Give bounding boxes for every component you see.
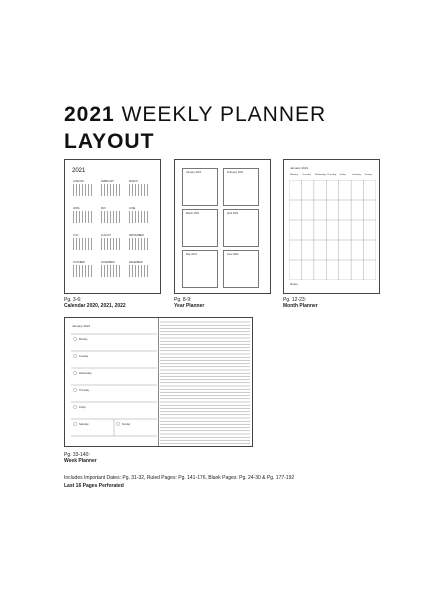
calendar-month-april xyxy=(73,207,94,223)
calendar-month-name: MAY xyxy=(101,207,107,210)
week-day-label: Tuesday xyxy=(79,355,89,358)
calendar-month-name: OCTOBER xyxy=(73,261,85,264)
calendar-month-days xyxy=(129,265,150,277)
calendar-month-name: DECEMBER xyxy=(129,261,143,264)
week-day-circle xyxy=(116,422,119,425)
week-day-circle xyxy=(73,422,76,425)
calendar-month-days xyxy=(129,238,150,250)
week-day-label: Wednesday xyxy=(79,372,92,375)
month-planner-weekday: Sunday xyxy=(364,174,372,176)
month-planner-weekday: Thursday xyxy=(327,174,337,176)
calendar-month-name: APRIL xyxy=(73,207,80,210)
calendar-month-name: MARCH xyxy=(129,180,138,183)
calendar-month-february xyxy=(101,180,122,196)
title-text: WEEKLY PLANNER xyxy=(121,103,327,126)
month-planner-caption-name: Month Planner xyxy=(283,303,318,309)
year-planner-caption-name: Year Planner xyxy=(174,303,205,309)
calendar-month-may xyxy=(101,207,122,223)
calendar-month-days xyxy=(101,265,122,277)
calendar-month-september xyxy=(129,234,150,250)
year-planner-month-box xyxy=(223,209,259,247)
week-day-label: Thursday xyxy=(79,389,89,392)
calendar-month-name: JULY xyxy=(73,234,79,237)
year-planner-month-box xyxy=(182,168,218,206)
page-title xyxy=(64,103,326,127)
calendar-month-name: AUGUST xyxy=(101,234,111,237)
page-subtitle: LAYOUT xyxy=(64,130,155,153)
month-planner-grid xyxy=(289,180,376,280)
month-planner-weekday: Wednesday xyxy=(314,174,327,176)
month-planner-weekday: Friday xyxy=(339,174,346,176)
week-day-label: Sunday xyxy=(122,423,131,426)
year-planner-month-label: January 2021 xyxy=(186,171,202,174)
week-day-circle xyxy=(73,337,76,340)
week-planner-week-label: January 2021 xyxy=(72,324,91,328)
calendar-month-december xyxy=(129,261,150,277)
month-planner-month-label: January 2021 xyxy=(290,166,309,170)
calendar-caption-pages: Pg. 3-6: xyxy=(64,297,82,303)
month-planner-weekday: Tuesday xyxy=(302,174,311,176)
year-planner-month-box xyxy=(223,250,259,288)
calendar-caption xyxy=(64,297,126,309)
calendar-month-days xyxy=(129,184,150,196)
calendar-month-october xyxy=(73,261,94,277)
calendar-month-days xyxy=(73,265,94,277)
year-planner-month-box xyxy=(182,209,218,247)
week-planner-caption-pages: Pg. 33-140: xyxy=(64,452,90,458)
week-planner-thumbnail xyxy=(64,317,253,447)
year-planner-month-label: February 2021 xyxy=(227,171,244,174)
week-planner-days xyxy=(65,326,157,446)
month-planner-notes-label: Notes xyxy=(290,282,298,286)
calendar-month-august xyxy=(101,234,122,250)
calendar-month-days xyxy=(73,184,94,196)
calendar-month-days xyxy=(101,184,122,196)
calendar-month-name: JANUARY xyxy=(73,180,85,183)
year-planner-month-label: June 2021 xyxy=(227,253,239,256)
year-planner-month-label: May 2021 xyxy=(186,253,197,256)
week-planner-ruled-lines xyxy=(160,320,252,446)
calendar-month-january xyxy=(73,180,94,196)
month-planner-caption xyxy=(283,297,318,309)
week-day-circle xyxy=(73,388,76,391)
calendar-month-name: NOVEMBER xyxy=(101,261,115,264)
year-planner-month-box xyxy=(223,168,259,206)
year-planner-month-label: March 2021 xyxy=(186,212,200,215)
title-year: 2021 xyxy=(64,103,115,126)
year-planner-month-box xyxy=(182,250,218,288)
week-day-circle xyxy=(73,405,76,408)
calendar-year-label: 2021 xyxy=(72,168,86,174)
week-day-label: Monday xyxy=(79,338,88,341)
calendar-thumbnail xyxy=(64,159,161,294)
calendar-month-days xyxy=(101,211,122,223)
calendar-month-name: JUNE xyxy=(129,207,136,210)
month-planner-weekday: Saturday xyxy=(352,174,361,176)
calendar-month-march xyxy=(129,180,150,196)
perforated-note: Last 16 Pages Perforated xyxy=(64,483,124,489)
week-day-label: Saturday xyxy=(79,423,89,426)
year-planner-caption-pages: Pg. 8-9: xyxy=(174,297,192,303)
week-day-label: Friday xyxy=(79,406,86,409)
calendar-month-july xyxy=(73,234,94,250)
week-day-circle xyxy=(73,371,76,374)
week-planner-caption xyxy=(64,452,97,464)
calendar-month-name: FEBRUARY xyxy=(101,180,114,183)
calendar-month-days xyxy=(73,211,94,223)
includes-note: Includes Important Dates: Pg. 31-32, Ruled Pages: Pg. 141-176, Blank Pages: Pg. 24-30 & Pg. 177-192 xyxy=(64,475,295,481)
week-planner-caption-name: Week Planner xyxy=(64,458,97,464)
year-planner-month-label: April 2021 xyxy=(227,212,239,215)
calendar-month-june xyxy=(129,207,150,223)
calendar-month-days xyxy=(129,211,150,223)
year-planner-thumbnail xyxy=(174,159,271,294)
calendar-month-name: SEPTEMBER xyxy=(129,234,144,237)
calendar-caption-name: Calendar 2020, 2021, 2022 xyxy=(64,303,126,309)
week-planner-spine xyxy=(158,318,159,446)
month-planner-weekday: Monday xyxy=(290,174,298,176)
calendar-month-days xyxy=(101,238,122,250)
month-planner-thumbnail xyxy=(283,159,380,294)
month-planner-caption-pages: Pg. 12-23: xyxy=(283,297,307,303)
calendar-month-days xyxy=(73,238,94,250)
year-planner-caption xyxy=(174,297,204,309)
calendar-month-november xyxy=(101,261,122,277)
week-day-circle xyxy=(73,354,76,357)
